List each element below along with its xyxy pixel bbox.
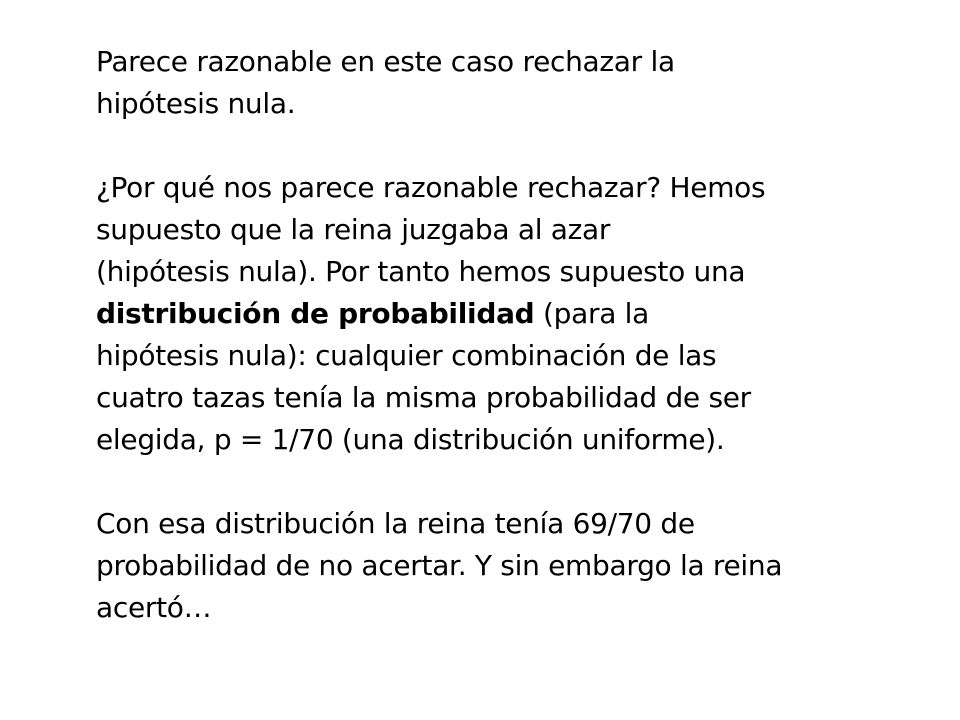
paragraph-spacer [96,461,936,503]
text-line: supuesto que la reina juzgaba al azar [96,213,611,246]
text-line: acertó… [96,591,212,624]
paragraph-null-hypothesis-rejection [96,41,936,125]
text-line: (hipótesis nula). Por tanto hemos supuesto una [96,255,746,288]
text-span: (para la [534,297,649,330]
text-line: cuatro tazas tenía la misma probabilidad de ser [96,381,751,414]
paragraph-spacer [96,125,936,167]
text-line: elegida, p = 1/70 (una distribución uniforme). [96,423,725,456]
paragraph-why-reject [96,167,936,461]
paragraph-conclusion [96,503,936,629]
text-line-with-emphasis [96,293,936,335]
text-line: probabilidad de no acertar. Y sin embargo la reina [96,549,783,582]
text-line: Parece razonable en este caso rechazar la [96,45,675,78]
emphasized-term: distribución de probabilidad [96,297,535,330]
text-line: ¿Por qué nos parece razonable rechazar? Hemos [96,171,766,204]
text-line: hipótesis nula): cualquier combinación de las [96,339,717,372]
slide-text-box [96,41,936,629]
text-line: Con esa distribución la reina tenía 69/70 de [96,507,695,540]
text-line: hipótesis nula. [96,87,296,120]
